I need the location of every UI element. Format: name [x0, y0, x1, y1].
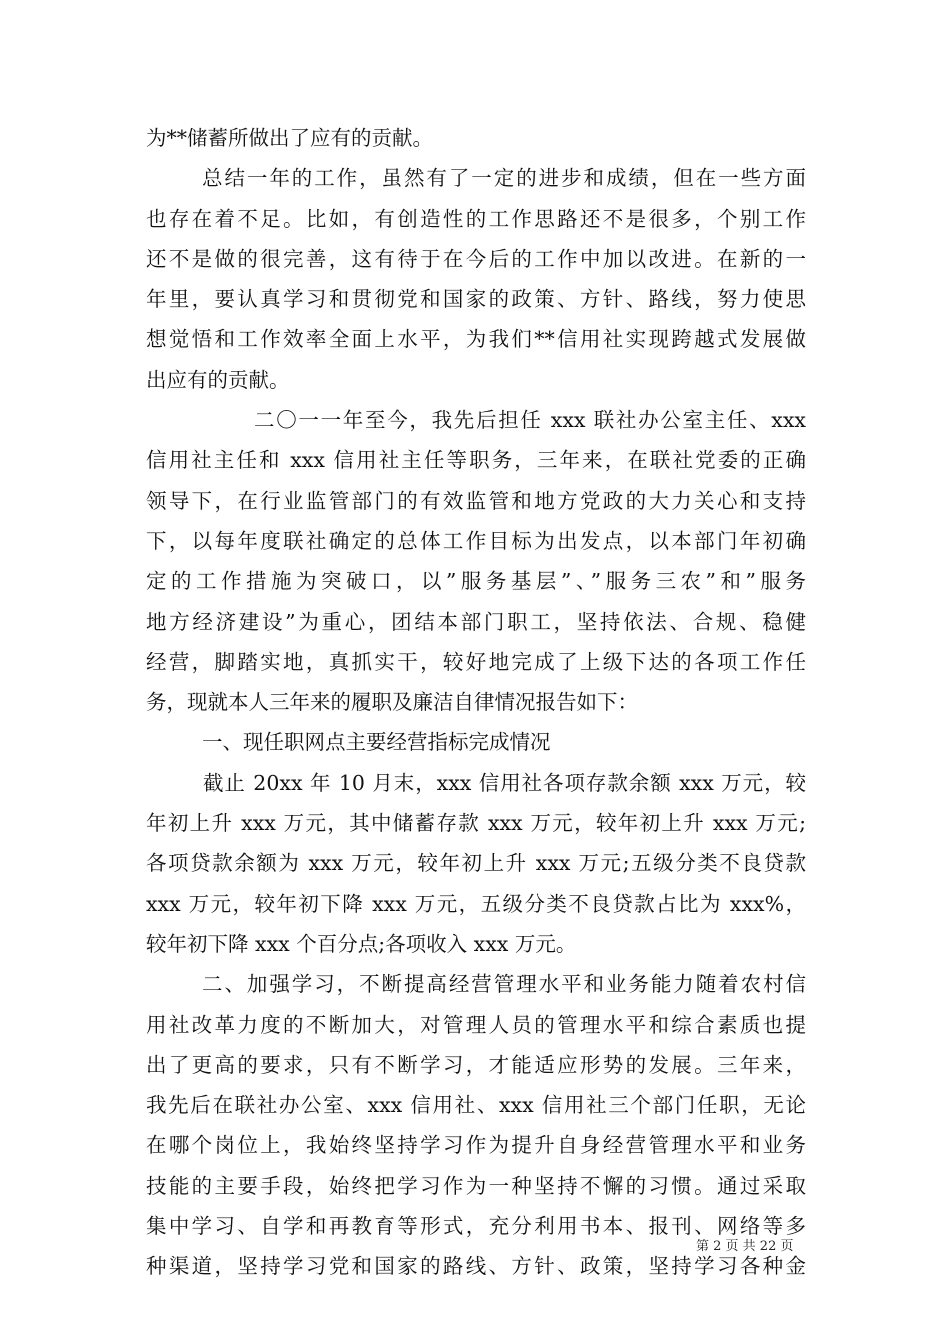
- paragraph-line: 定的工作措施为突破口，以”服务基层”、”服务三农”和”服务: [146, 569, 806, 594]
- paragraph-line: 也存在着不足。比如，有创造性的工作思路还不是很多，个别工作: [146, 206, 806, 231]
- paragraph-line: 年初上升 xxx 万元，其中储蓄存款 xxx 万元，较年初上升 xxx 万元;: [146, 811, 806, 836]
- paragraph-line: xxx 万元，较年初下降 xxx 万元，五级分类不良贷款占比为 xxx%，: [146, 891, 806, 916]
- paragraph-line: 较年初下降 xxx 个百分点;各项收入 xxx 万元。: [146, 931, 577, 956]
- paragraph-line: 总结一年的工作，虽然有了一定的进步和成绩，但在一些方面: [202, 166, 806, 191]
- paragraph-line: 各项贷款余额为 xxx 万元，较年初上升 xxx 万元;五级分类不良贷款: [146, 851, 806, 876]
- paragraph-line: 领导下，在行业监管部门的有效监管和地方党政的大力关心和支持: [146, 488, 806, 513]
- paragraph-line: 截止 20xx 年 10 月末，xxx 信用社各项存款余额 xxx 万元，较: [203, 770, 806, 795]
- paragraph-line: 种渠道，坚持学习党和国家的路线、方针、政策，坚持学习各种金: [146, 1254, 806, 1279]
- paragraph-line: 想觉悟和工作效率全面上水平，为我们**信用社实现跨越式发展做: [146, 327, 806, 352]
- paragraph-line: 还不是做的很完善，这有待于在今后的工作中加以改进。在新的一: [146, 246, 806, 271]
- paragraph-line: 下，以每年度联社确定的总体工作目标为出发点，以本部门年初确: [146, 528, 806, 553]
- paragraph-line: 务，现就本人三年来的履职及廉洁自律情况报告如下：: [146, 690, 638, 715]
- paragraph-line: 用社改革力度的不断加大，对管理人员的管理水平和综合素质也提: [146, 1012, 806, 1037]
- paragraph-line: 出了更高的要求，只有不断学习，才能适应形势的发展。三年来，: [146, 1052, 806, 1077]
- paragraph-line: 在哪个岗位上，我始终坚持学习作为提升自身经营管理水平和业务: [146, 1133, 806, 1158]
- paragraph-line: 地方经济建设”为重心，团结本部门职工，坚持依法、合规、稳健: [146, 609, 806, 634]
- section-heading: 一、现任职网点主要经营指标完成情况: [202, 730, 551, 755]
- paragraph-line: 经营，脚踏实地，真抓实干，较好地完成了上级下达的各项工作任: [146, 649, 806, 674]
- paragraph-line: 年里，要认真学习和贯彻党和国家的政策、方针、路线，努力使思: [146, 287, 806, 312]
- document-body: [146, 118, 806, 1287]
- paragraph-line: 信用社主任和 xxx 信用社主任等职务，三年来，在联社党委的正确: [146, 448, 806, 473]
- paragraph-line: 为**储蓄所做出了应有的贡献。: [146, 126, 433, 150]
- paragraph-line: 出应有的贡献。: [146, 367, 290, 392]
- paragraph-line: 二〇一一年至今，我先后担任 xxx 联社办公室主任、xxx: [254, 408, 806, 433]
- paragraph-line: 技能的主要手段，始终把学习作为一种坚持不懈的习惯。通过采取: [146, 1173, 806, 1198]
- paragraph-line: 集中学习、自学和再教育等形式，充分利用书本、报刊、网络等多: [146, 1214, 806, 1239]
- paragraph-line: 二、加强学习，不断提高经营管理水平和业务能力随着农村信: [202, 972, 806, 997]
- paragraph-line: 我先后在联社办公室、xxx 信用社、xxx 信用社三个部门任职，无论: [146, 1093, 806, 1118]
- page-number: 第 2 页 共 22 页: [696, 1239, 794, 1254]
